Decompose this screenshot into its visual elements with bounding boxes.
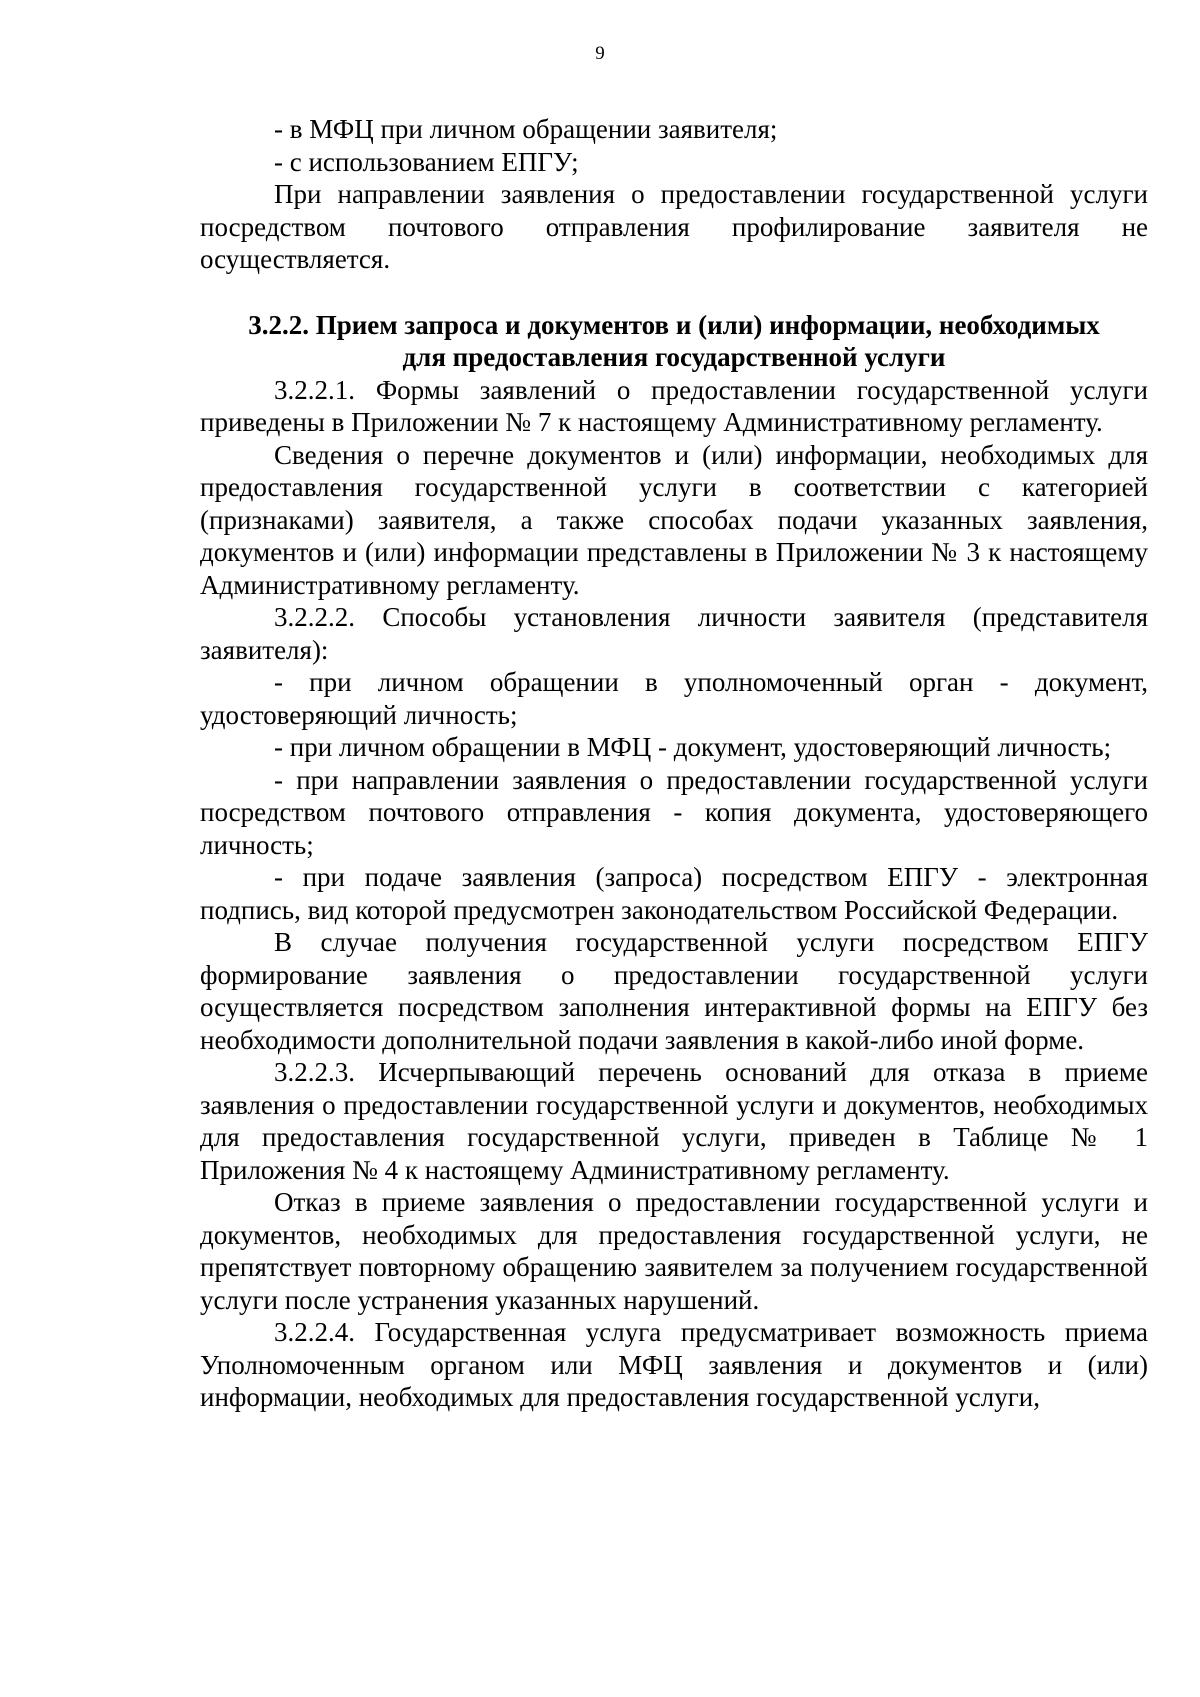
page-number: 9 [595, 43, 605, 64]
list-item: - при подаче заявления (запроса) посредством ЕПГУ - электронная подпись, вид которой предусмотрен законодательством Российской Федерации. [200, 862, 1148, 925]
list-item: - при направлении заявления о предоставлении государственной услуги посредством почтового отправления - копия документа, удостоверяющего личность; [200, 764, 1148, 860]
list-item: - при личном обращении в МФЦ - документ, удостоверяющий личность; [274, 732, 1112, 762]
paragraph: В случае получения государственной услуги посредством ЕПГУ формирование заявления о предоставлении государственной услуги осуществляется посредством заполнения интерактивной формы на ЕПГУ без необходимости дополнительной подачи заявления в какой-либо иной форме. [200, 927, 1148, 1055]
paragraph: Отказ в приеме заявления о предоставлении государственной услуги и документов, необходимых для предоставления государственной услуги, не препятствует повторному обращению заявителем за получением государственной услуги после устранения указанных нарушений. [200, 1187, 1148, 1315]
list-item: - в МФЦ при личном обращении заявителя; [274, 114, 778, 144]
paragraph: Сведения о перечне документов и (или) информации, необходимых для предоставления государственной услуги в соответствии с категорией (признаками) заявителя, а также способах подачи указанных заявления, документов и (или) информации представлены в Приложении № 3 к настоящему Административному регламенту. [200, 439, 1148, 600]
section-heading [200, 309, 1148, 374]
paragraph: 3.2.2.1. Формы заявлений о предоставлении государственной услуги приведены в Приложении № 7 к настоящему Административному регламенту. [200, 374, 1148, 437]
paragraph: 3.2.2.3. Исчерпывающий перечень оснований для отказа в приеме заявления о предоставлении государственной услуги и документов, необходимых для предоставления государственной услуги, приведен в Таблице № 1 Приложения № 4 к настоящему Административному регламенту. [200, 1057, 1148, 1185]
paragraph: 3.2.2.2. Способы установления личности заявителя (представителя заявителя): [200, 602, 1148, 665]
document-body [200, 113, 1148, 1414]
list-item: - с использованием ЕПГУ; [274, 146, 579, 177]
paragraph: 3.2.2.4. Государственная услуга предусматривает возможность приема Уполномоченным органом или МФЦ заявления и документов и (или) информации, необходимых для предоставления государственной услуги, [200, 1317, 1148, 1412]
section-heading-line: для предоставления государственной услуги [402, 342, 946, 372]
list-item: - при личном обращении в уполномоченный орган - документ, удостоверяющий личность; [200, 667, 1148, 730]
section-heading-line: 3.2.2. Прием запроса и документов и (или) информации, необходимых [248, 309, 1100, 340]
paragraph: При направлении заявления о предоставлении государственной услуги посредством почтового отправления профилирование заявителя не осуществляется. [200, 179, 1148, 274]
